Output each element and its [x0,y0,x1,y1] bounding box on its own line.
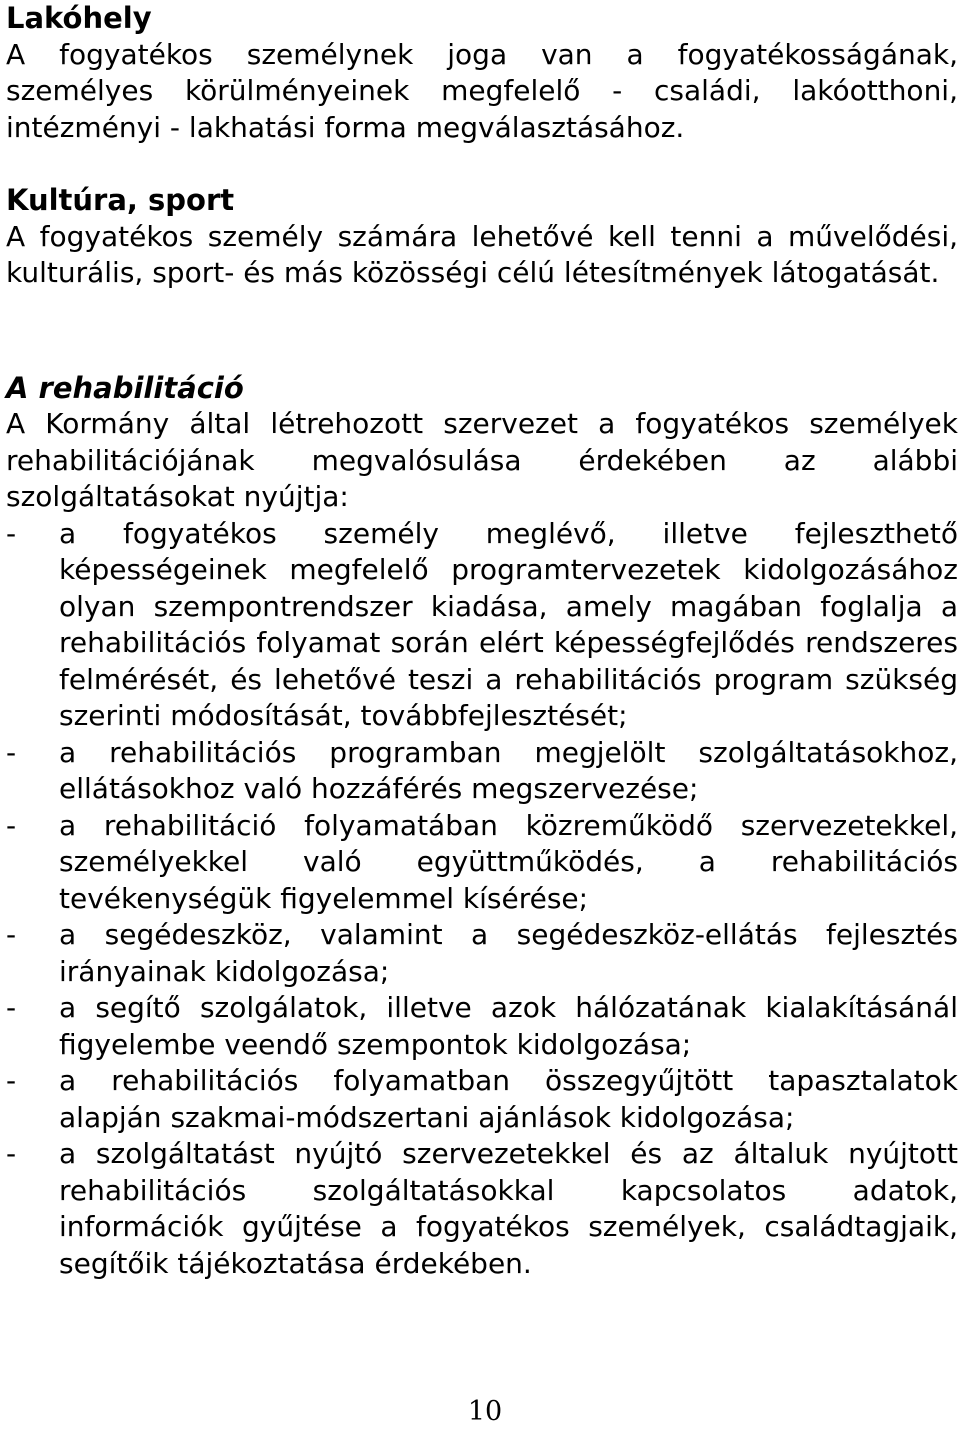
section-heading-kultura-sport: Kultúra, sport [6,183,235,217]
list-dash: - [6,1137,17,1170]
list-item [6,735,958,808]
list-item-text: a segédeszköz, valamint a segédeszköz-ellátás fejlesztés irányainak kidolgozása; [59,918,958,988]
list-item-text: a rehabilitáció folyamatában közreműködő szervezetekkel, személyekkel való együttműködés, a rehabilitációs tevékenységük figyelemmel kísérése; [59,808,958,915]
list-dash: - [6,516,17,550]
list-item [6,917,958,990]
section-body-kultura-sport: A fogyatékos személy számára lehetővé kell tenni a művelődési, kulturális, sport- és más közösségi célú létesítmények látogatását. [6,219,958,289]
list-item-text: a segítő szolgálatok, illetve azok hálózatának kialakításánál figyelembe veendő szempontok kidolgozása; [59,991,958,1061]
spacer [6,292,958,370]
section-intro-rehabilitacio: A Kormány által létrehozott szervezet a fogyatékos személyek rehabilitációjának megvalósulása érdekében az alábbi szolgáltatásokat nyújtja: [6,407,958,513]
section-body-lakohely: A fogyatékos személynek joga van a fogyatékosságának, személyes körülményeinek megfelelő - családi, lakóotthoni, intézményi - lakhatási forma megválasztásához. [6,37,958,144]
list-item-text: a rehabilitációs folyamatban összegyűjtött tapasztalatok alapján szakmai-módszertani ajánlások kidolgozása; [59,1064,958,1134]
section-rehabilitacio [6,370,958,1283]
list-dash: - [6,808,17,842]
list-item [6,990,958,1063]
list-item-text: a rehabilitációs programban megjelölt szolgáltatásokhoz, ellátásokhoz való hozzáférés megszervezése; [59,735,958,805]
document-page [6,0,958,1282]
section-heading-lakohely: Lakóhely [6,1,152,35]
list-dash: - [6,918,17,951]
page-number: 10 [467,1396,503,1427]
list-item [6,808,958,918]
service-list [6,516,958,1283]
section-heading-rehabilitacio: A rehabilitáció [6,370,244,405]
list-item [6,516,958,735]
list-dash: - [6,735,17,769]
list-item-text: a fogyatékos személy meglévő, illetve fejleszthető képességeinek megfelelő programtervezetek kidolgozásához olyan szempontrendszer kiadása, amely magában foglalja a rehabilitációs folyamat során elért képességfejlődés rendszeres felmérését, és lehetővé teszi a rehabilitációs program szükség szerinti módosítását, továbbfejlesztését; [59,516,958,732]
list-dash: - [6,1064,17,1097]
spacer [6,146,958,182]
list-item-text: a szolgáltatást nyújtó szervezetekkel és az általuk nyújtott rehabilitációs szolgáltatásokkal kapcsolatos adatok, információk gyűjtése a fogyatékos személyek, családtagjaik, segítőik tájékoztatása érdekében. [59,1137,958,1280]
section-lakohely [6,0,958,146]
list-item [6,1136,958,1282]
list-dash: - [6,991,17,1024]
list-item [6,1063,958,1136]
section-kultura-sport [6,182,958,292]
